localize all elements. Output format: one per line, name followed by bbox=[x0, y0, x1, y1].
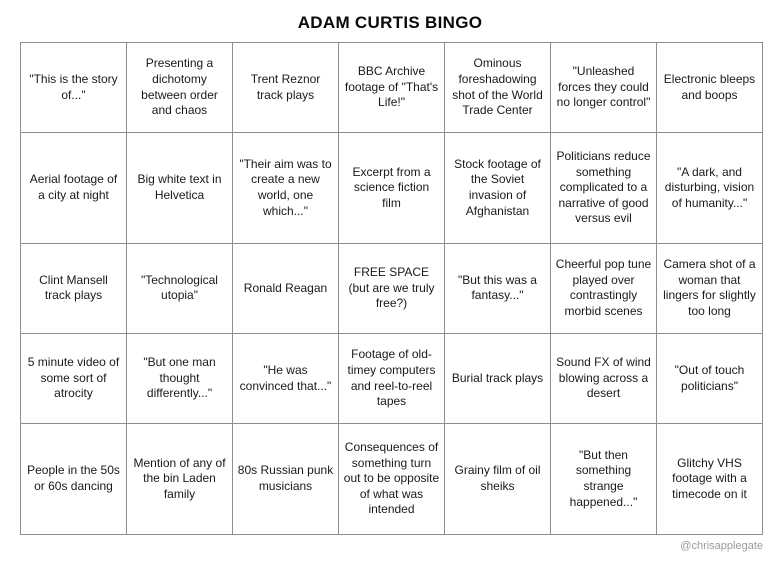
bingo-cell-r1c6: "Unleashed forces they could no longer control" bbox=[551, 43, 657, 133]
bingo-cell-r2c6: Politicians reduce something complicated to a narrative of good versus evil bbox=[551, 133, 657, 244]
bingo-cell-r1c7: Electronic bleeps and boops bbox=[657, 43, 763, 133]
bingo-cell-r4c4: Footage of old-timey computers and reel-to-reel tapes bbox=[339, 334, 445, 424]
bingo-cell-r1c4: BBC Archive footage of "That's Life!" bbox=[339, 43, 445, 133]
bingo-cell-r5c3: 80s Russian punk musicians bbox=[233, 424, 339, 535]
bingo-cell-r4c1: 5 minute video of some sort of atrocity bbox=[21, 334, 127, 424]
bingo-cell-r5c5: Grainy film of oil sheiks bbox=[445, 424, 551, 535]
bingo-cell-r5c4: Consequences of something turn out to be opposite of what was intended bbox=[339, 424, 445, 535]
bingo-cell-r5c6: "But then something strange happened..." bbox=[551, 424, 657, 535]
bingo-cell-r3c3: Ronald Reagan bbox=[233, 243, 339, 333]
bingo-cell-r4c2: "But one man thought differently..." bbox=[127, 334, 233, 424]
bingo-cell-r5c7: Glitchy VHS footage with a timecode on it bbox=[657, 424, 763, 535]
bingo-cell-r2c7: "A dark, and disturbing, vision of humanity..." bbox=[657, 133, 763, 244]
bingo-grid bbox=[20, 42, 763, 535]
bingo-row-4 bbox=[21, 334, 763, 424]
page-title: ADAM CURTIS BINGO bbox=[297, 13, 483, 32]
bingo-cell-r4c5: Burial track plays bbox=[445, 334, 551, 424]
bingo-cell-r1c3: Trent Reznor track plays bbox=[233, 43, 339, 133]
bingo-cell-r4c7: "Out of touch politicians" bbox=[657, 334, 763, 424]
bingo-cell-r1c2: Presenting a dichotomy between order and chaos bbox=[127, 43, 233, 133]
bingo-cell-r3c6: Cheerful pop tune played over contrastingly morbid scenes bbox=[551, 243, 657, 333]
bingo-cell-r5c1: People in the 50s or 60s dancing bbox=[21, 424, 127, 535]
bingo-cell-r3c1: Clint Mansell track plays bbox=[21, 243, 127, 333]
bingo-cell-r2c5: Stock footage of the Soviet invasion of Afghanistan bbox=[445, 133, 551, 244]
bingo-cell-r1c5: Ominous foreshadowing shot of the World Trade Center bbox=[445, 43, 551, 133]
bingo-cell-r3c5: "But this was a fantasy..." bbox=[445, 243, 551, 333]
bingo-cell-r5c2: Mention of any of the bin Laden family bbox=[127, 424, 233, 535]
bingo-row-3 bbox=[21, 243, 763, 333]
bingo-cell-r2c3: "Their aim was to create a new world, one which..." bbox=[233, 133, 339, 244]
author-handle: @chrisapplegate bbox=[680, 540, 763, 552]
bingo-row-2 bbox=[21, 133, 763, 244]
bingo-cell-r3c7: Camera shot of a woman that lingers for slightly too long bbox=[657, 243, 763, 333]
bingo-cell-r2c1: Aerial footage of a city at night bbox=[21, 133, 127, 244]
bingo-row-5 bbox=[21, 424, 763, 535]
bingo-cell-r1c1: "This is the story of..." bbox=[21, 43, 127, 133]
bingo-row-1 bbox=[21, 43, 763, 133]
bingo-cell-r2c4: Excerpt from a science fiction film bbox=[339, 133, 445, 244]
bingo-cell-r4c6: Sound FX of wind blowing across a desert bbox=[551, 334, 657, 424]
bingo-cell-r3c2: "Technological utopia" bbox=[127, 243, 233, 333]
bingo-cell-r3c4-free-space: FREE SPACE (but are we truly free?) bbox=[339, 243, 445, 333]
bingo-cell-r2c2: Big white text in Helvetica bbox=[127, 133, 233, 244]
bingo-cell-r4c3: "He was convinced that..." bbox=[233, 334, 339, 424]
